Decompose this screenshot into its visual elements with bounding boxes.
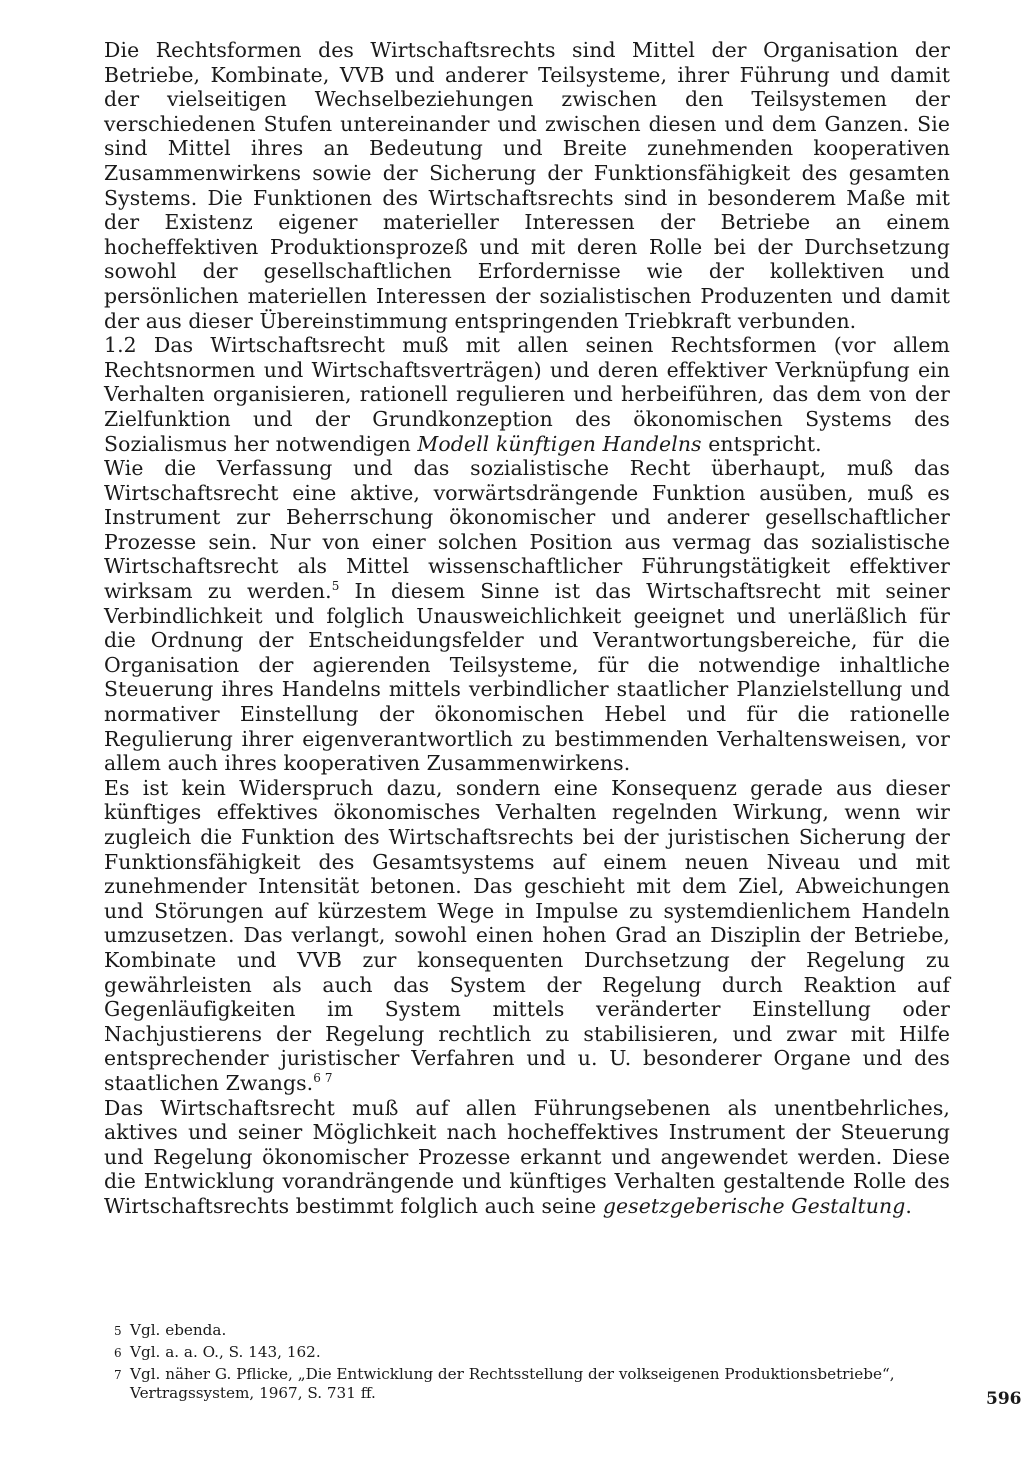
paragraph-text: Es ist kein Widerspruch dazu, sondern eine Konsequenz gerade aus dieser künftiges effektives ökonomisches Verhalten regelnden Wirkung, wenn wir zugleich die Funktion des Wirtschaftsrechts bei der juristischen Sicherung der Funktionsfähigkeit des Gesamtsystems auf einem neuen Niveau und mit zunehmender Intensität betonen. Das geschieht mit dem Ziel, Abweichungen und Störungen auf kürzestem Wege in Impulse zu systemdienlichem Handeln umzusetzen. Das verlangt, sowohl einen hohen Grad an Disziplin der Betriebe, Kombinate und VVB zur konsequenten Durchsetzung der Regelung zu gewährleisten als auch das System der Regelung durch Reaktion auf Gegenläufigkeiten im System mittels veränderter Einstellung oder Nachjustierens der Regelung rechtlich zu stabilisieren, und zwar mit Hilfe entsprechender juristischer Verfahren und u. U. besonderer Organe und des staatlichen Zwangs.: [104, 775, 950, 1095]
emphasis-text: gesetzgeberische Gestaltung: [602, 1193, 906, 1218]
paragraph-text: Das Wirtschaftsrecht muß auf allen Führungsebenen als unentbehrliches, aktives und seiner Möglichkeit nach hocheffektives Instrument der Steuerung und Regelung ökonomischer Prozesse erkannt und angewendet werden. Diese die Entwicklung vorandrängende und künftiges Verhalten gestaltende Rolle des Wirtschaftsrechts bestimmt folglich auch seine: [104, 1095, 950, 1218]
paragraph-2: [104, 333, 950, 456]
footnote-text: Vgl. näher G. Pflicke, „Die Entwicklung der Rechtsstellung der volkseigenen Produktionsbetriebe“, Vertragssystem, 1967, S. 731 ff.: [130, 1365, 895, 1402]
footnote-text: Vgl. ebenda.: [130, 1321, 227, 1339]
footnote-6: [114, 1343, 954, 1363]
paragraph-4: [104, 776, 950, 1096]
emphasis-text: Modell künftigen Handelns: [417, 431, 702, 456]
footnotes: [114, 1321, 954, 1405]
paragraph-3: [104, 456, 950, 776]
footnote-text: Vgl. a. a. O., S. 143, 162.: [130, 1343, 321, 1361]
body-text: [104, 38, 950, 1219]
page-body: [104, 38, 950, 1219]
footnote-5: [114, 1321, 954, 1341]
footnote-number: 6: [114, 1346, 122, 1360]
footnote-number: 7: [114, 1368, 122, 1382]
footnote-ref: 5: [331, 579, 340, 594]
footnote-7: [114, 1365, 954, 1403]
footnote-ref: 6 7: [313, 1071, 333, 1086]
footnote-number: 5: [114, 1324, 122, 1338]
paragraph-text: .: [905, 1193, 912, 1218]
paragraph-text: Wie die Verfassung und das sozialistische Recht überhaupt, muß das Wirtschaftsrecht eine aktive, vorwärtsdrängende Funktion ausüben, muß es Instrument zur Beherrschung ökonomischer und anderer gesellschaftlicher Prozesse sein. Nur von einer solchen Position aus vermag das sozialistische Wirtschaftsrecht als Mittel wissenschaftlicher Führungstätigkeit effektiver wirksam zu werden.: [104, 456, 950, 604]
paragraph-text: entspricht.: [701, 431, 822, 456]
paragraph-text: In diesem Sinne ist das Wirtschaftsrecht mit seiner Verbindlichkeit und folglich Unausweichlichkeit geeignet und unerläßlich für die Ordnung der Entscheidungsfelder und Verantwortungsbereiche, für die Organisation der agierenden Teilsysteme, für die notwendige inhaltliche Steuerung ihres Handelns mittels verbindlicher staatlicher Planzielstellung und normativer Einstellung der ökonomischen Hebel und für die rationelle Regulierung ihrer eigenverantwortlich zu bestimmenden Verhaltensweisen, vor allem auch ihres kooperativen Zusammenwirkens.: [104, 579, 950, 776]
paragraph-5: [104, 1096, 950, 1219]
page-number: 596: [986, 1389, 1022, 1409]
paragraph-text: 1.2 Das Wirtschaftsrecht muß mit allen seinen Rechtsformen (vor allem Rechtsnormen und Wirtschaftsverträgen) und deren effektiver Verknüpfung ein Verhalten organisieren, rationell regulieren und herbeiführen, das dem von der Zielfunktion und der Grundkonzeption des ökonomischen Systems des Sozialismus her notwendigen: [104, 333, 950, 456]
paragraph-1: [104, 38, 950, 333]
paragraph-text: Die Rechtsformen des Wirtschaftsrechts sind Mittel der Organisation der Betriebe, Kombinate, VVB und anderer Teilsysteme, ihrer Führung und damit der vielseitigen Wechselbeziehungen zwischen den Teilsystemen der verschiedenen Stufen untereinander und zwischen diesen und dem Ganzen. Sie sind Mittel ihres an Bedeutung und Breite zunehmenden kooperativen Zusammenwirkens sowie der Sicherung der Funktionsfähigkeit des gesamten Systems. Die Funktionen des Wirtschaftsrechts sind in besonderem Maße mit der Existenz eigener materieller Interessen der Betriebe an einem hocheffektiven Produktionsprozeß und mit deren Rolle bei der Durchsetzung sowohl der gesellschaftlichen Erfordernisse wie der kollektiven und persönlichen materiellen Interessen der sozialistischen Produzenten und damit der aus dieser Übereinstimmung entspringenden Triebkraft verbunden.: [104, 38, 950, 333]
